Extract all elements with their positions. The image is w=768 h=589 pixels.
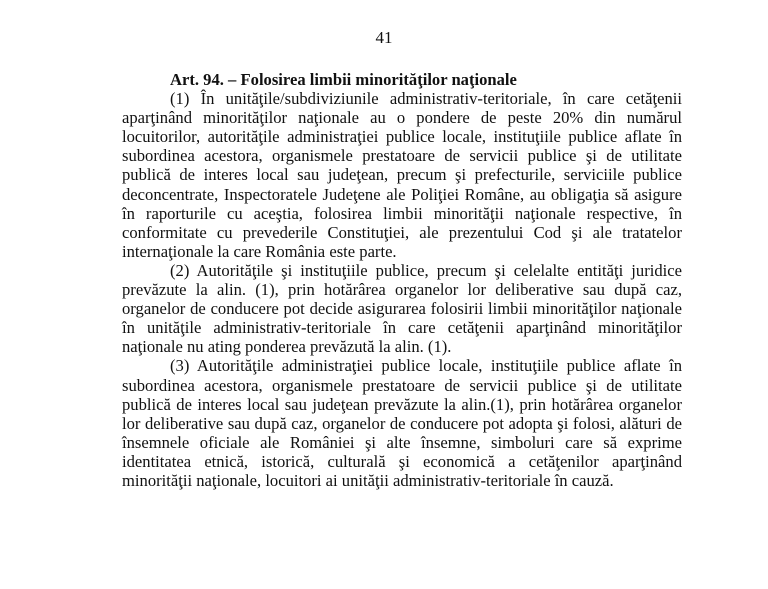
article-body: [122, 70, 682, 490]
article-paragraph-2: (2) Autorităţile şi instituţiile publice, precum şi celelalte entităţi juridice prevăzute la alin. (1), prin hotărârea organelor lor deliberative sau după caz, organelor de conducere pot decide asigurarea folosirii limbii minorităţilor naţionale în unităţile administrativ-teritoriale în care cetăţenii aparţinând minorităţilor naţionale nu ating ponderea prevăzută la alin. (1).: [122, 260, 682, 357]
page-number: 41: [375, 28, 393, 47]
article-title: Art. 94. – Folosirea limbii minorităţilor naţionale: [170, 70, 517, 89]
article-paragraph-1: (1) În unităţile/subdiviziunile administrativ-teritoriale, în care cetăţenii aparţinând minorităţilor naţionale au o pondere de peste 20% din numărul locuitorilor, autorităţile administraţiei publice locale, instituţiile publice aflate în subordinea acestora, organismele prestatoare de servicii publice şi de utilitate publică de interes local sau judeţean, precum şi prefecturile, serviciile publice deconcentrate, Inspectoratele Judeţene ale Poliţiei Române, au obligaţia să asigure în raporturile cu aceştia, folosirea limbii minorităţii naţionale respective, în conformitate cu prevederile Constituţiei, ale prezentului Cod şi ale tratatelor internaţionale la care România este parte.: [122, 89, 682, 261]
article-paragraph-3: (3) Autorităţile administraţiei publice locale, instituţiile publice aflate în subordinea acestora, organismele prestatoare de servicii publice şi de utilitate publică de interes local sau judeţean prevăzute la alin.(1), prin hotărârea organelor lor deliberative sau după caz, organelor de conducere pot adopta şi folosi, alături de însemnele oficiale ale României şi alte însemne, simboluri care să exprime identitatea etnică, istorică, culturală şi economică a cetăţenilor aparţinând minorităţii naţionale, locuitori ai unităţii administrativ-teritoriale în cauză.: [122, 356, 682, 490]
